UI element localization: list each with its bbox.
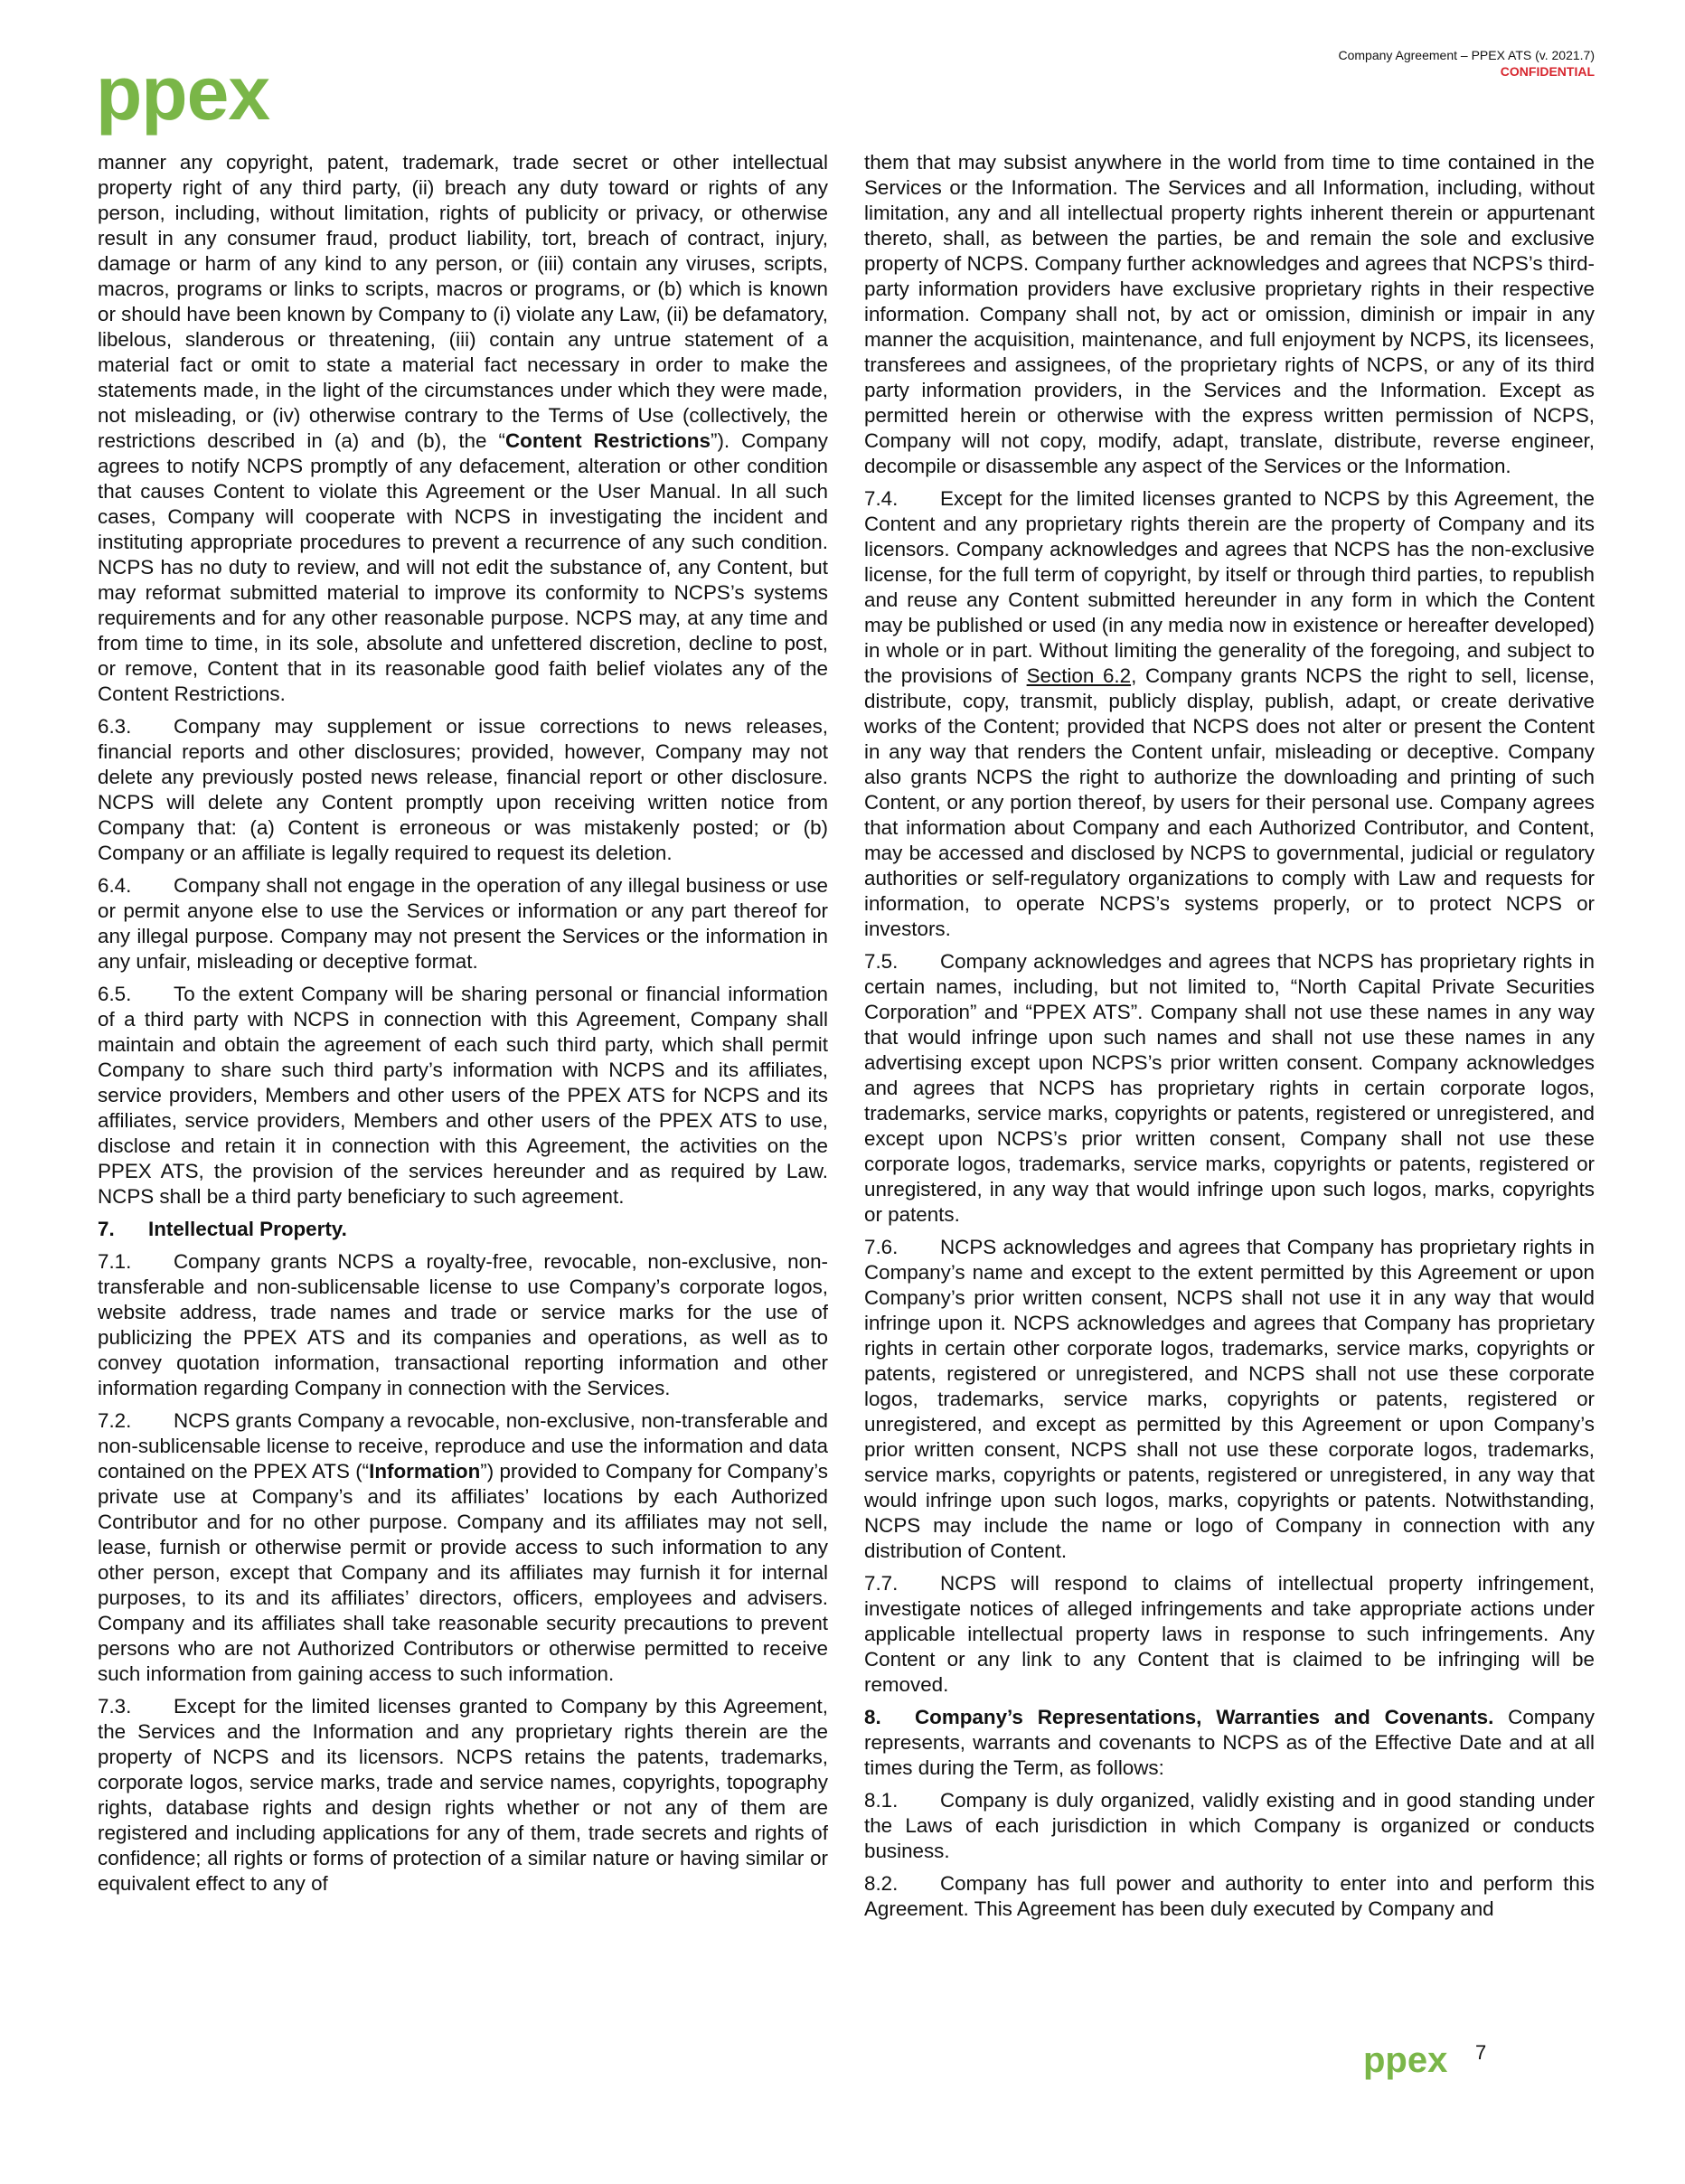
ppex-logo-graphic (96, 63, 324, 150)
paragraph-7-7: 7.7. NCPS will respond to claims of intellectual property infringement, investigate notices of alleged infringements and take appropriate actions under applicable intellectual property laws in response to such infringements. Any Content or any link to any Content that is claimed to be infringing will be removed. (864, 1572, 1595, 1696)
paragraph-6-4: 6.4. Company shall not engage in the operation of any illegal business or use or permit anyone else to use the Services or information or any part thereof for any illegal purpose. Company may not present the Services or the information in any unfair, misleading or deceptive format. (98, 874, 828, 973)
paragraph-7-4: 7.4. Except for the limited licenses granted to NCPS by this Agreement, the Content and any proprietary rights therein are the property of Company and its licensors. Company acknowledges and agrees that NCPS has the non-exclusive license, for the full term of copyright, by itself or through third parties, to republish and reuse any Content submitted hereunder in any form in which the Content may be published or used (in any media now in existence or hereafter developed) in whole or in part. Without limiting the generality of the foregoing, and subject to the provisions of Section 6.2, Company grants NCPS the right to sell, license, distribute, copy, transmit, publicly display, publish, adapt, or create derivative works of the Content; provided that NCPS does not alter or present the Content in any way that renders the Content unfair, misleading or deceptive. Company also grants NCPS the right to authorize the downloading and printing of such Content, or any portion thereof, by users for their personal use. Company agrees that information about Company and each Authorized Contributor, and Content, may be accessed and disclosed by NCPS to governmental, judicial or regulatory authorities or self-regulatory organizations to comply with Law and requests for information, to operate NCPS’s systems properly, or to protect NCPS or investors. (864, 487, 1596, 940)
paragraph-7-2: 7.2. NCPS grants Company a revocable, non-exclusive, non-transferable and non-sublicensable license to receive, reproduce and use the information and data contained on the PPEX ATS (“Information”) provided to Company for Company’s private use at Company’s and its affiliates’ locations by each Authorized Contributor and for no other purpose. Company and its affiliates may not sell, lease, furnish or otherwise permit or provide access to such information to any other person, except that Company and its affiliates may furnish it for internal purposes, to its and its affiliates’ directors, officers, employees and advisers. Company and its affiliates shall take reasonable security precautions to prevent persons who are not Authorized Contributors or otherwise permitted to receive such information from gaining access to such information. (98, 1409, 828, 1685)
document-title: Company Agreement – PPEX ATS (v. 2021.7) (1338, 48, 1595, 62)
page-footer (1363, 2041, 1487, 2085)
defined-term-content-restrictions: Content Restrictions (504, 429, 711, 452)
section-8-heading: 8. Company’s Representations, Warranties and Covenants. Company represents, warrants and covenants to NCPS as of the Effective Date and at all times during the Term, as follows: (864, 1706, 1595, 1779)
page-header (1338, 47, 1595, 80)
footer-ppex-logo (1363, 2045, 1464, 2085)
section-7-heading: 7. Intellectual Property. (98, 1218, 347, 1240)
ppex-logo (96, 63, 324, 155)
paragraph-7-3-continued: them that may subsist anywhere in the world from time to time contained in the Services or the Information. The Services and all Information, including, without limitation, any and all intellectual property rights inherent therein or appurtenant thereto, shall, as between the parties, be and remain the sole and exclusive property of NCPS. Company further acknowledges and agrees that NCPS’s third-party information providers have exclusive proprietary rights in their respective information. Company shall not, by act or omission, diminish or impair in any manner the acquisition, maintenance, and full enjoyment by NCPS, its licensees, transferees and assignees, of the proprietary rights of NCPS, or any of its third party information providers, in the Services and the Information. Except as permitted herein or otherwise with the express written permission of NCPS, Company will not copy, modify, adapt, translate, distribute, reverse engineer, decompile or disassemble any aspect of the Services or the Information. (864, 151, 1595, 477)
paragraph-6-2-continued: manner any copyright, patent, trademark, trade secret or other intellectual property right of any third party, (ii) breach any duty toward or rights of any person, including, without limitation, rights of publicity or privacy, or otherwise result in any consumer fraud, product liability, tort, breach of contract, injury, damage or harm of any kind to any person, or (iii) contain any viruses, scripts, macros, programs or links to scripts, macros or programs, or (b) which is known or should have been known by Company to (i) violate any Law, (ii) be defamatory, libelous, slanderous or threatening, (iii) contain any untrue statement of a material fact or omit to state a material fact necessary in order to make the statements made, in the light of the circumstances under which they were made, not misleading, or (iv) otherwise contrary to the Terms of Use (collectively, the restrictions described in (a) and (b), the “Content Restrictions”). Company agrees to notify NCPS promptly of any defacement, alteration or other condition that causes Content to violate this Agreement or the User Manual. In all such cases, Company will cooperate with NCPS in investigating the incident and instituting appropriate procedures to prevent a recurrence of any such condition. NCPS has no duty to review, and will not edit the substance of, any Content, but may reformat submitted material to improve its conformity to NCPS’s systems requirements and for any other reasonable purpose. NCPS may, at any time and from time to time, in its sole, absolute and unfettered discretion, decline to post, or remove, Content that in its reasonable good faith belief violates any of the Content Restrictions. (98, 151, 828, 705)
paragraph-8-1: 8.1. Company is duly organized, validly existing and in good standing under the Laws of each jurisdiction in which Company is organized or conducts business. (864, 1789, 1595, 1862)
page-number: 7 (1475, 2041, 1487, 2064)
paragraph-6-3: 6.3. Company may supplement or issue corrections to news releases, financial reports and other disclosures; provided, however, Company may not delete any previously posted news release, financial report or other disclosure. NCPS will delete any Content promptly upon receiving written notice from Company that: (a) Content is erroneous or was mistakenly posted; or (b) Company or an affiliate is legally required to request its deletion. (98, 715, 828, 864)
section-6-2-link[interactable]: Section 6.2 (1026, 664, 1132, 687)
footer-logo-text: ppex (1363, 2045, 1448, 2080)
paragraph-7-5: 7.5. Company acknowledges and agrees that NCPS has proprietary rights in certain names, including, but not limited to, “North Capital Private Securities Corporation” and “PPEX ATS”. Company shall not use these names in any way that would infringe upon such names and shall not use these names in any advertising except upon NCPS’s prior written consent. Company acknowledges and agrees that NCPS has proprietary rights in certain corporate logos, trademarks, service marks, copyrights or patents, registered or unregistered, and except upon NCPS’s prior written consent, Company shall not use these corporate logos, trademarks, service marks, copyrights or patents, registered or unregistered, in any way that would infringe upon such logos, marks, copyrights or patents. (864, 950, 1595, 1226)
left-column (98, 150, 828, 1904)
paragraph-7-1: 7.1. Company grants NCPS a royalty-free, revocable, non-exclusive, non-transferable and non-sublicensable license to use Company’s corporate logos, website address, trade names and trade or service marks for the use of publicizing the PPEX ATS and its companies and operations, as well as to convey quotation information, transactional reporting information and other information regarding Company in connection with the Services. (98, 1250, 828, 1399)
paragraph-7-3: 7.3. Except for the limited licenses granted to Company by this Agreement, the Services and the Information and any proprietary rights therein are the property of NCPS and its licensors. NCPS retains the patents, trademarks, corporate logos, service marks, trade and service names, copyrights, topography rights, database rights and design rights whether or not any of them are registered and including applications for any of them, trade secrets and rights of confidence; all rights or forms of protection of a similar nature or having similar or equivalent effect to any of (98, 1695, 828, 1895)
defined-term-information: Information (369, 1460, 481, 1483)
confidential-label: CONFIDENTIAL (1500, 64, 1595, 79)
paragraph-8-2: 8.2. Company has full power and authority to enter into and perform this Agreement. This Agreement has been duly executed by Company and (864, 1872, 1595, 1920)
paragraph-6-5: 6.5. To the extent Company will be sharing personal or financial information of a third party with NCPS in connection with this Agreement, Company shall maintain and obtain the agreement of each such third party, which shall permit Company to share such third party’s information with NCPS and its affiliates, service providers, Members and other users of the PPEX ATS for NCPS and its affiliates, service providers, Members and other users of the PPEX ATS to use, disclose and retain it in connection with this Agreement, the activities on the PPEX ATS, the provision of the services hereunder and as required by Law. NCPS shall be a third party beneficiary to such agreement. (98, 983, 828, 1208)
logo-text: ppex (96, 63, 270, 136)
right-column (864, 150, 1595, 1929)
paragraph-7-6: 7.6. NCPS acknowledges and agrees that Company has proprietary rights in Company’s name and except to the extent permitted by this Agreement or upon Company’s prior written consent, NCPS shall not use it in any way that would infringe upon it. NCPS acknowledges and agrees that Company has proprietary rights in certain other corporate logos, trademarks, service marks, copyrights or patents, registered or unregistered, and NCPS shall not use these corporate logos, trademarks, service marks, copyrights or patents, registered or unregistered, and except as permitted by this Agreement or upon Company’s prior written consent, NCPS shall not use these corporate logos, trademarks, service marks, copyrights or patents, registered or unregistered, in any way that would infringe upon such logos, marks, copyrights or patents. Notwithstanding, NCPS may include the name or logo of Company in connection with any distribution of Content. (864, 1236, 1595, 1562)
